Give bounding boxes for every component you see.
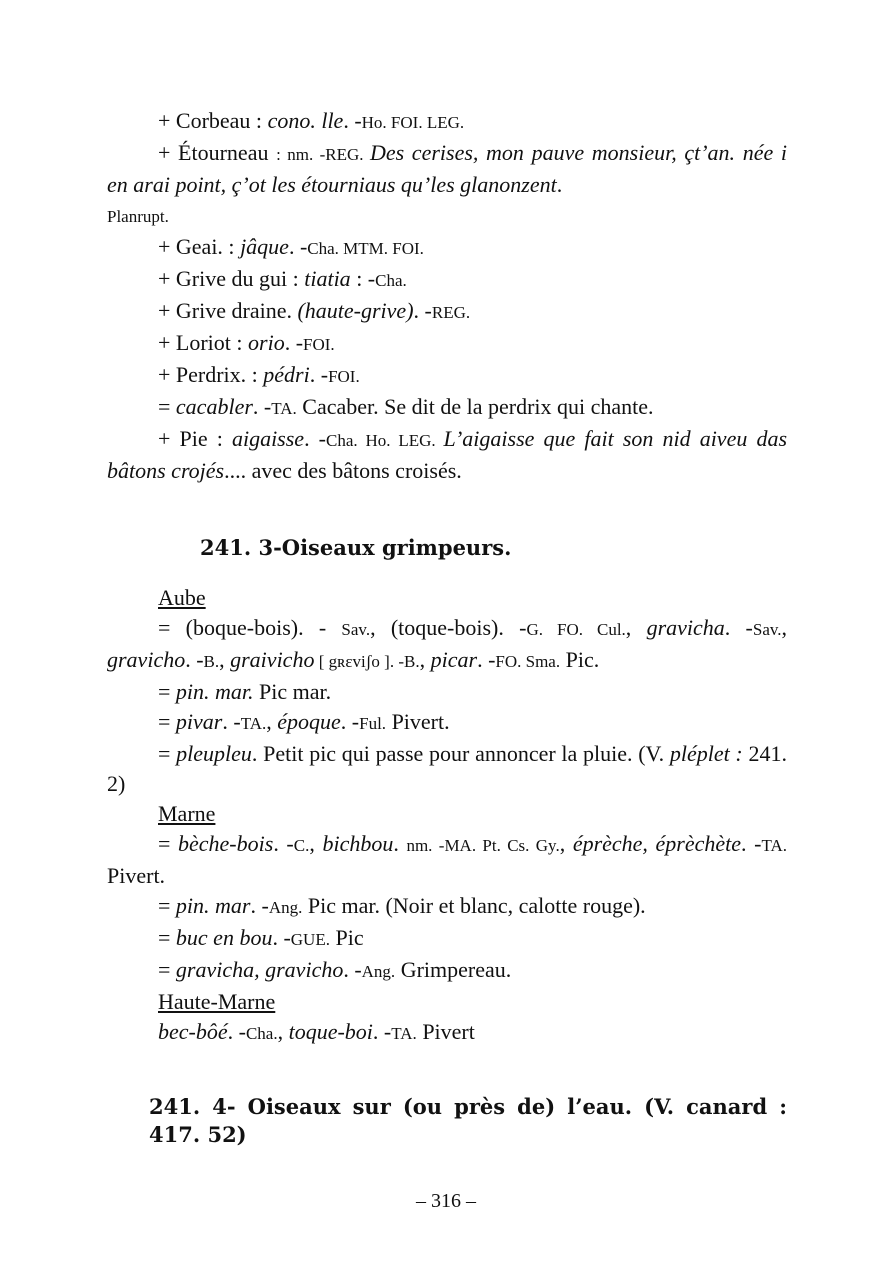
page-content [107,106,787,1149]
entry-aube-boque-bois: = (boque-bois). - Sav., (toque-bois). -G. FO. Cul., gravicha. -Sav., gravicho. -B., graivicho [ gʀɛviʃo ]. -B., picar. -FO. Sma. Pic. [107,615,788,672]
region-label-haute-marne: Haute-Marne [158,989,276,1014]
entry-cacabler: = cacabler. -TA. Cacaber. Se dit de la perdrix qui chante. [158,394,654,419]
section-heading-grimpeurs: 241. 3-Oiseaux grimpeurs. [200,535,512,560]
page-number: – 316 – [416,1190,476,1212]
entry-marne-beche-bois: = bèche-bois. -C., bichbou. nm. -MA. Pt. Cs. Gy., éprèche, éprèchète. -TA. Pivert. [107,831,788,888]
entry-aube-pivar: = pivar. -TA., époque. -Ful. Pivert. [158,709,450,734]
entry-marne-pin-mar: = pin. mar. -Ang. Pic mar. (Noir et blanc, calotte rouge). [158,893,646,918]
entry-marne-buc-en-bou: = buc en bou. -GUE. Pic [158,925,364,950]
entry-marne-gravicha: = gravicha, gravicho. -Ang. Grimpereau. [158,957,512,982]
entry-haute-marne-bec-boe: bec-bôé. -Cha., toque-boi. -TA. Pivert [158,1019,475,1044]
entry-geai: + Geai. : jâque. -Cha. MTM. FOI. [158,234,424,259]
section-heading-oiseaux-eau: 241. 4- Oiseaux sur (ou près de) l’eau. (V. canard : 417. 52) [149,1094,787,1147]
entry-perdrix: + Perdrix. : pédri. -FOI. [158,362,360,387]
entry-etourneau: + Étourneau : nm. -REG. Des cerises, mon pauve monsieur, çt’an. née i en arai point, ç’ot les étourniaus qu’les glanonzent. Planrupt. [107,140,788,226]
entry-grive-gui: + Grive du gui : tiatia : -Cha. [158,266,407,291]
entry-grive-draine: + Grive draine. (haute-grive). -REG. [158,298,471,323]
region-label-aube: Aube [158,585,206,610]
region-label-marne: Marne [158,801,216,826]
entry-aube-pleupleu: = pleupleu. Petit pic qui passe pour annoncer la pluie. (V. pléplet : 241. 2) [107,741,787,796]
entry-aube-pin-mar: = pin. mar. Pic mar. [158,679,332,704]
entry-loriot: + Loriot : orio. -FOI. [158,330,335,355]
entry-corbeau: + Corbeau : cono. lle. -Ho. FOI. LEG. [158,108,465,133]
entry-pie: + Pie : aigaisse. -Cha. Ho. LEG. L’aigaisse que fait son nid aiveu das bâtons crojés.... avec des bâtons croisés. [107,426,788,483]
